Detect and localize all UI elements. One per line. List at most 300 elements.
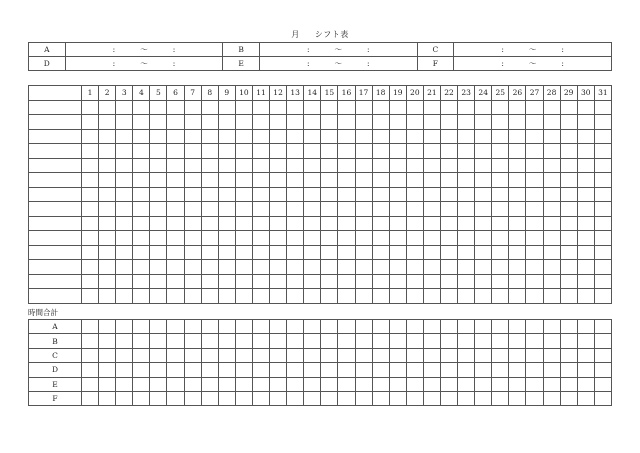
shift-cell[interactable] [167, 260, 184, 275]
shift-cell[interactable] [116, 274, 133, 289]
total-cell[interactable] [116, 391, 133, 405]
total-cell[interactable] [492, 391, 509, 405]
legend-shift-time-field[interactable] [65, 43, 223, 57]
shift-cell[interactable] [99, 158, 116, 173]
shift-cell[interactable] [560, 289, 577, 304]
shift-cell[interactable] [475, 129, 492, 144]
total-cell[interactable] [560, 391, 577, 405]
shift-cell[interactable] [82, 158, 99, 173]
shift-cell[interactable] [475, 187, 492, 202]
shift-cell[interactable] [304, 245, 321, 260]
total-cell[interactable] [167, 391, 184, 405]
total-cell[interactable] [133, 334, 150, 348]
total-cell[interactable] [389, 334, 406, 348]
total-cell[interactable] [423, 377, 440, 391]
shift-cell[interactable] [355, 144, 372, 159]
shift-cell[interactable] [184, 144, 201, 159]
shift-cell[interactable] [338, 260, 355, 275]
shift-cell[interactable] [577, 202, 594, 217]
shift-cell[interactable] [99, 144, 116, 159]
shift-cell[interactable] [406, 216, 423, 231]
total-cell[interactable] [440, 320, 457, 334]
shift-cell[interactable] [270, 115, 287, 130]
shift-cell[interactable] [526, 289, 543, 304]
shift-cell[interactable] [526, 115, 543, 130]
total-cell[interactable] [201, 320, 218, 334]
shift-cell[interactable] [406, 245, 423, 260]
shift-cell[interactable] [82, 100, 99, 115]
shift-cell[interactable] [526, 231, 543, 246]
shift-cell[interactable] [560, 245, 577, 260]
shift-cell[interactable] [389, 274, 406, 289]
shift-cell[interactable] [560, 274, 577, 289]
total-cell[interactable] [235, 377, 252, 391]
shift-cell[interactable] [218, 289, 235, 304]
total-cell[interactable] [287, 391, 304, 405]
shift-cell[interactable] [133, 187, 150, 202]
shift-cell[interactable] [526, 245, 543, 260]
total-cell[interactable] [252, 391, 269, 405]
shift-cell[interactable] [304, 274, 321, 289]
total-cell[interactable] [133, 320, 150, 334]
total-cell[interactable] [270, 320, 287, 334]
total-cell[interactable] [372, 363, 389, 377]
shift-cell[interactable] [304, 129, 321, 144]
shift-cell[interactable] [304, 231, 321, 246]
total-cell[interactable] [543, 334, 560, 348]
shift-cell[interactable] [252, 202, 269, 217]
total-cell[interactable] [577, 363, 594, 377]
staff-name-cell[interactable] [29, 144, 82, 159]
legend-shift-time-field[interactable] [454, 43, 612, 57]
staff-name-cell[interactable] [29, 245, 82, 260]
total-cell[interactable] [201, 348, 218, 362]
total-cell[interactable] [406, 320, 423, 334]
shift-cell[interactable] [270, 129, 287, 144]
shift-cell[interactable] [543, 129, 560, 144]
shift-cell[interactable] [235, 245, 252, 260]
shift-cell[interactable] [440, 187, 457, 202]
shift-cell[interactable] [594, 129, 611, 144]
shift-cell[interactable] [355, 129, 372, 144]
shift-cell[interactable] [133, 202, 150, 217]
shift-cell[interactable] [167, 173, 184, 188]
shift-cell[interactable] [475, 216, 492, 231]
total-cell[interactable] [167, 363, 184, 377]
shift-cell[interactable] [82, 129, 99, 144]
shift-cell[interactable] [99, 231, 116, 246]
shift-cell[interactable] [116, 202, 133, 217]
total-cell[interactable] [577, 391, 594, 405]
shift-cell[interactable] [304, 158, 321, 173]
total-cell[interactable] [99, 334, 116, 348]
shift-cell[interactable] [423, 289, 440, 304]
shift-cell[interactable] [321, 158, 338, 173]
total-cell[interactable] [458, 334, 475, 348]
shift-cell[interactable] [423, 173, 440, 188]
shift-cell[interactable] [304, 144, 321, 159]
shift-cell[interactable] [492, 289, 509, 304]
shift-cell[interactable] [218, 187, 235, 202]
shift-cell[interactable] [252, 144, 269, 159]
shift-cell[interactable] [492, 187, 509, 202]
shift-cell[interactable] [543, 144, 560, 159]
total-cell[interactable] [560, 363, 577, 377]
shift-cell[interactable] [270, 274, 287, 289]
shift-cell[interactable] [406, 187, 423, 202]
total-cell[interactable] [406, 391, 423, 405]
shift-cell[interactable] [577, 100, 594, 115]
total-cell[interactable] [372, 348, 389, 362]
total-cell[interactable] [270, 391, 287, 405]
shift-cell[interactable] [543, 289, 560, 304]
shift-cell[interactable] [355, 289, 372, 304]
shift-cell[interactable] [133, 115, 150, 130]
shift-cell[interactable] [338, 216, 355, 231]
shift-cell[interactable] [372, 173, 389, 188]
shift-cell[interactable] [440, 245, 457, 260]
shift-cell[interactable] [167, 144, 184, 159]
shift-cell[interactable] [116, 100, 133, 115]
shift-cell[interactable] [167, 216, 184, 231]
shift-cell[interactable] [475, 260, 492, 275]
shift-cell[interactable] [321, 144, 338, 159]
shift-cell[interactable] [184, 115, 201, 130]
shift-cell[interactable] [82, 260, 99, 275]
shift-cell[interactable] [116, 129, 133, 144]
shift-cell[interactable] [355, 173, 372, 188]
shift-cell[interactable] [458, 144, 475, 159]
total-cell[interactable] [116, 377, 133, 391]
shift-cell[interactable] [287, 202, 304, 217]
shift-cell[interactable] [287, 216, 304, 231]
shift-cell[interactable] [304, 289, 321, 304]
shift-cell[interactable] [116, 231, 133, 246]
staff-name-cell[interactable] [29, 173, 82, 188]
total-cell[interactable] [338, 348, 355, 362]
total-cell[interactable] [270, 377, 287, 391]
shift-cell[interactable] [389, 173, 406, 188]
shift-cell[interactable] [372, 187, 389, 202]
shift-cell[interactable] [133, 158, 150, 173]
shift-cell[interactable] [338, 274, 355, 289]
shift-cell[interactable] [304, 260, 321, 275]
shift-cell[interactable] [389, 187, 406, 202]
shift-cell[interactable] [458, 187, 475, 202]
total-cell[interactable] [321, 348, 338, 362]
shift-cell[interactable] [509, 260, 526, 275]
total-cell[interactable] [372, 334, 389, 348]
shift-cell[interactable] [321, 260, 338, 275]
shift-cell[interactable] [184, 202, 201, 217]
total-cell[interactable] [167, 377, 184, 391]
shift-cell[interactable] [543, 115, 560, 130]
total-cell[interactable] [389, 363, 406, 377]
shift-cell[interactable] [235, 260, 252, 275]
shift-cell[interactable] [389, 202, 406, 217]
total-cell[interactable] [218, 348, 235, 362]
shift-cell[interactable] [458, 231, 475, 246]
shift-cell[interactable] [304, 173, 321, 188]
shift-cell[interactable] [458, 274, 475, 289]
shift-cell[interactable] [338, 115, 355, 130]
total-cell[interactable] [406, 363, 423, 377]
shift-cell[interactable] [167, 115, 184, 130]
total-cell[interactable] [509, 348, 526, 362]
shift-cell[interactable] [423, 115, 440, 130]
shift-cell[interactable] [133, 129, 150, 144]
staff-name-cell[interactable] [29, 274, 82, 289]
shift-cell[interactable] [475, 289, 492, 304]
shift-cell[interactable] [560, 115, 577, 130]
total-cell[interactable] [338, 363, 355, 377]
shift-cell[interactable] [526, 158, 543, 173]
total-cell[interactable] [218, 391, 235, 405]
total-cell[interactable] [184, 348, 201, 362]
shift-cell[interactable] [150, 202, 167, 217]
shift-cell[interactable] [492, 202, 509, 217]
shift-cell[interactable] [150, 173, 167, 188]
shift-cell[interactable] [475, 245, 492, 260]
shift-cell[interactable] [492, 231, 509, 246]
shift-cell[interactable] [458, 158, 475, 173]
shift-cell[interactable] [99, 260, 116, 275]
shift-cell[interactable] [133, 231, 150, 246]
shift-cell[interactable] [252, 187, 269, 202]
shift-cell[interactable] [99, 216, 116, 231]
shift-cell[interactable] [543, 187, 560, 202]
shift-cell[interactable] [509, 158, 526, 173]
total-cell[interactable] [235, 334, 252, 348]
shift-cell[interactable] [116, 245, 133, 260]
shift-cell[interactable] [201, 216, 218, 231]
shift-cell[interactable] [270, 216, 287, 231]
total-cell[interactable] [218, 377, 235, 391]
shift-cell[interactable] [218, 115, 235, 130]
shift-cell[interactable] [475, 158, 492, 173]
shift-cell[interactable] [184, 274, 201, 289]
shift-cell[interactable] [372, 115, 389, 130]
shift-cell[interactable] [492, 274, 509, 289]
shift-cell[interactable] [116, 115, 133, 130]
shift-cell[interactable] [184, 231, 201, 246]
total-cell[interactable] [338, 391, 355, 405]
total-cell[interactable] [304, 363, 321, 377]
shift-cell[interactable] [287, 245, 304, 260]
shift-cell[interactable] [321, 245, 338, 260]
shift-cell[interactable] [423, 187, 440, 202]
staff-name-cell[interactable] [29, 158, 82, 173]
total-cell[interactable] [270, 363, 287, 377]
shift-cell[interactable] [235, 187, 252, 202]
shift-cell[interactable] [201, 115, 218, 130]
shift-cell[interactable] [372, 100, 389, 115]
shift-cell[interactable] [509, 173, 526, 188]
total-cell[interactable] [389, 348, 406, 362]
shift-cell[interactable] [406, 173, 423, 188]
total-cell[interactable] [577, 334, 594, 348]
shift-cell[interactable] [133, 100, 150, 115]
shift-cell[interactable] [167, 274, 184, 289]
shift-cell[interactable] [321, 173, 338, 188]
shift-cell[interactable] [355, 202, 372, 217]
shift-cell[interactable] [560, 144, 577, 159]
total-cell[interactable] [526, 334, 543, 348]
shift-cell[interactable] [150, 144, 167, 159]
total-cell[interactable] [201, 377, 218, 391]
total-cell[interactable] [99, 391, 116, 405]
shift-cell[interactable] [389, 144, 406, 159]
shift-cell[interactable] [423, 144, 440, 159]
shift-cell[interactable] [509, 100, 526, 115]
shift-cell[interactable] [99, 289, 116, 304]
total-cell[interactable] [252, 377, 269, 391]
total-cell[interactable] [133, 391, 150, 405]
total-cell[interactable] [543, 363, 560, 377]
shift-cell[interactable] [406, 144, 423, 159]
shift-cell[interactable] [526, 216, 543, 231]
total-cell[interactable] [133, 377, 150, 391]
shift-cell[interactable] [475, 115, 492, 130]
total-cell[interactable] [492, 334, 509, 348]
shift-cell[interactable] [577, 129, 594, 144]
shift-cell[interactable] [270, 231, 287, 246]
shift-cell[interactable] [338, 100, 355, 115]
legend-shift-time-field[interactable] [65, 57, 223, 71]
shift-cell[interactable] [406, 274, 423, 289]
shift-cell[interactable] [287, 260, 304, 275]
shift-cell[interactable] [252, 115, 269, 130]
total-cell[interactable] [287, 320, 304, 334]
shift-cell[interactable] [235, 144, 252, 159]
shift-cell[interactable] [99, 187, 116, 202]
total-cell[interactable] [406, 348, 423, 362]
total-cell[interactable] [372, 320, 389, 334]
total-cell[interactable] [321, 363, 338, 377]
shift-cell[interactable] [150, 289, 167, 304]
total-cell[interactable] [509, 334, 526, 348]
total-cell[interactable] [304, 334, 321, 348]
total-cell[interactable] [423, 391, 440, 405]
total-cell[interactable] [440, 391, 457, 405]
shift-cell[interactable] [218, 129, 235, 144]
shift-cell[interactable] [406, 289, 423, 304]
total-cell[interactable] [594, 377, 611, 391]
shift-cell[interactable] [116, 158, 133, 173]
shift-cell[interactable] [287, 158, 304, 173]
shift-cell[interactable] [235, 216, 252, 231]
staff-name-cell[interactable] [29, 231, 82, 246]
shift-cell[interactable] [526, 129, 543, 144]
shift-cell[interactable] [492, 100, 509, 115]
shift-cell[interactable] [287, 187, 304, 202]
shift-cell[interactable] [577, 216, 594, 231]
total-cell[interactable] [594, 348, 611, 362]
shift-cell[interactable] [252, 100, 269, 115]
shift-cell[interactable] [287, 289, 304, 304]
total-cell[interactable] [560, 320, 577, 334]
shift-cell[interactable] [287, 231, 304, 246]
shift-cell[interactable] [594, 173, 611, 188]
shift-cell[interactable] [184, 245, 201, 260]
total-cell[interactable] [235, 391, 252, 405]
total-cell[interactable] [355, 334, 372, 348]
shift-cell[interactable] [458, 289, 475, 304]
shift-cell[interactable] [321, 216, 338, 231]
shift-cell[interactable] [150, 231, 167, 246]
total-cell[interactable] [406, 334, 423, 348]
total-cell[interactable] [99, 320, 116, 334]
shift-cell[interactable] [440, 173, 457, 188]
shift-cell[interactable] [338, 129, 355, 144]
shift-cell[interactable] [338, 202, 355, 217]
shift-cell[interactable] [492, 173, 509, 188]
shift-cell[interactable] [252, 129, 269, 144]
staff-name-cell[interactable] [29, 115, 82, 130]
shift-cell[interactable] [577, 115, 594, 130]
shift-cell[interactable] [82, 216, 99, 231]
shift-cell[interactable] [423, 158, 440, 173]
shift-cell[interactable] [304, 202, 321, 217]
total-cell[interactable] [201, 363, 218, 377]
shift-cell[interactable] [82, 231, 99, 246]
shift-cell[interactable] [287, 100, 304, 115]
total-cell[interactable] [355, 363, 372, 377]
shift-cell[interactable] [355, 245, 372, 260]
shift-cell[interactable] [355, 231, 372, 246]
shift-cell[interactable] [526, 187, 543, 202]
shift-cell[interactable] [167, 129, 184, 144]
shift-cell[interactable] [201, 129, 218, 144]
shift-cell[interactable] [406, 115, 423, 130]
shift-cell[interactable] [116, 216, 133, 231]
shift-cell[interactable] [150, 158, 167, 173]
shift-cell[interactable] [235, 202, 252, 217]
staff-name-cell[interactable] [29, 289, 82, 304]
shift-cell[interactable] [458, 260, 475, 275]
shift-cell[interactable] [99, 115, 116, 130]
shift-cell[interactable] [594, 260, 611, 275]
staff-name-cell[interactable] [29, 216, 82, 231]
total-cell[interactable] [543, 391, 560, 405]
total-cell[interactable] [594, 363, 611, 377]
shift-cell[interactable] [321, 115, 338, 130]
shift-cell[interactable] [543, 173, 560, 188]
shift-cell[interactable] [594, 144, 611, 159]
shift-cell[interactable] [423, 100, 440, 115]
shift-cell[interactable] [252, 216, 269, 231]
shift-cell[interactable] [509, 129, 526, 144]
shift-cell[interactable] [218, 202, 235, 217]
total-cell[interactable] [150, 377, 167, 391]
shift-cell[interactable] [389, 100, 406, 115]
total-cell[interactable] [184, 391, 201, 405]
total-cell[interactable] [560, 348, 577, 362]
shift-cell[interactable] [423, 129, 440, 144]
shift-cell[interactable] [440, 216, 457, 231]
shift-cell[interactable] [338, 173, 355, 188]
shift-cell[interactable] [304, 100, 321, 115]
shift-cell[interactable] [201, 100, 218, 115]
shift-cell[interactable] [150, 187, 167, 202]
shift-cell[interactable] [270, 144, 287, 159]
shift-cell[interactable] [594, 245, 611, 260]
shift-cell[interactable] [252, 260, 269, 275]
shift-cell[interactable] [184, 158, 201, 173]
shift-cell[interactable] [509, 144, 526, 159]
shift-cell[interactable] [594, 231, 611, 246]
total-cell[interactable] [526, 363, 543, 377]
